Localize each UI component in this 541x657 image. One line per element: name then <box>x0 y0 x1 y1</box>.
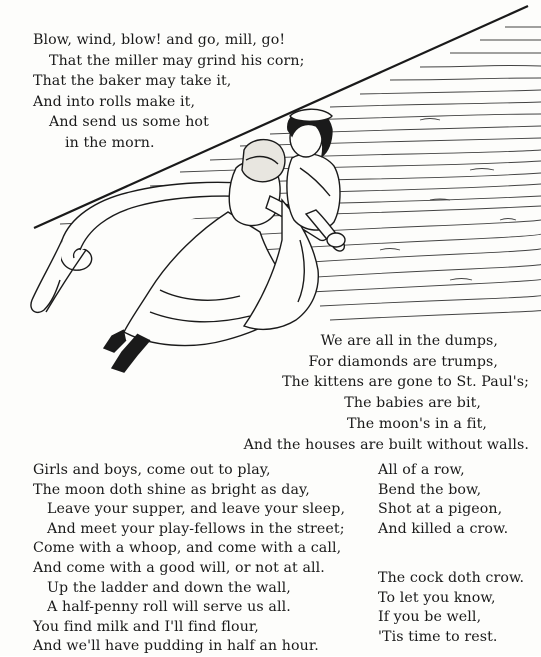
poem-line: And send us some hot <box>49 114 209 130</box>
poem-line: You find milk and I'll find flour, <box>33 618 259 635</box>
poem-line: And into rolls make it, <box>33 93 196 110</box>
poem-line: Girls and boys, come out to play, <box>33 462 271 478</box>
poem-line: To let you know, <box>378 589 496 606</box>
poem-line: Come with a whoop, and come with a call, <box>33 540 342 557</box>
poem-line: Bend the bow, <box>378 481 482 498</box>
poem-line: If you be well, <box>378 609 482 626</box>
poem-line: That the baker may take it, <box>33 73 232 89</box>
poem-line: Shot at a pigeon, <box>378 501 503 518</box>
poem-line: Leave your supper, and leave your sleep, <box>47 501 346 518</box>
poem-line: The babies are bit, <box>344 395 481 412</box>
poem-line: 'Tis time to rest. <box>378 628 498 645</box>
poem-line: The moon's in a fit, <box>346 415 487 432</box>
poem-line: And meet your play-fellows in the street; <box>47 520 345 537</box>
poem-all-in-the-dumps <box>244 331 529 455</box>
poem-girls-and-boys <box>33 461 345 657</box>
poem-line: The moon doth shine as bright as day, <box>33 481 310 498</box>
poem-line: And we'll have pudding in half an hour. <box>33 638 319 655</box>
poem-line: That the miller may grind his corn; <box>49 52 305 69</box>
poem-line: For diamonds are trumps, <box>308 353 498 370</box>
poem-line: All of a row, <box>378 462 465 478</box>
poem-blow-wind <box>33 30 305 153</box>
poem-line: in the morn. <box>65 134 155 151</box>
poem-line: And the houses are built without walls. <box>243 436 529 453</box>
poem-line: And killed a crow. <box>378 520 509 537</box>
poem-line: The cock doth crow. <box>378 570 525 586</box>
poem-line: Up the ladder and down the wall, <box>47 579 291 596</box>
poem-cock-doth-crow <box>378 569 524 647</box>
poem-line: And come with a good will, or not at all. <box>33 559 325 576</box>
poem-line: The kittens are gone to St. Paul's; <box>282 374 529 391</box>
poem-line: We are all in the dumps, <box>320 333 498 349</box>
poem-line: Blow, wind, blow! and go, mill, go! <box>33 32 286 48</box>
poem-all-of-a-row <box>378 461 508 539</box>
poem-line: A half-penny roll will serve us all. <box>47 599 291 616</box>
